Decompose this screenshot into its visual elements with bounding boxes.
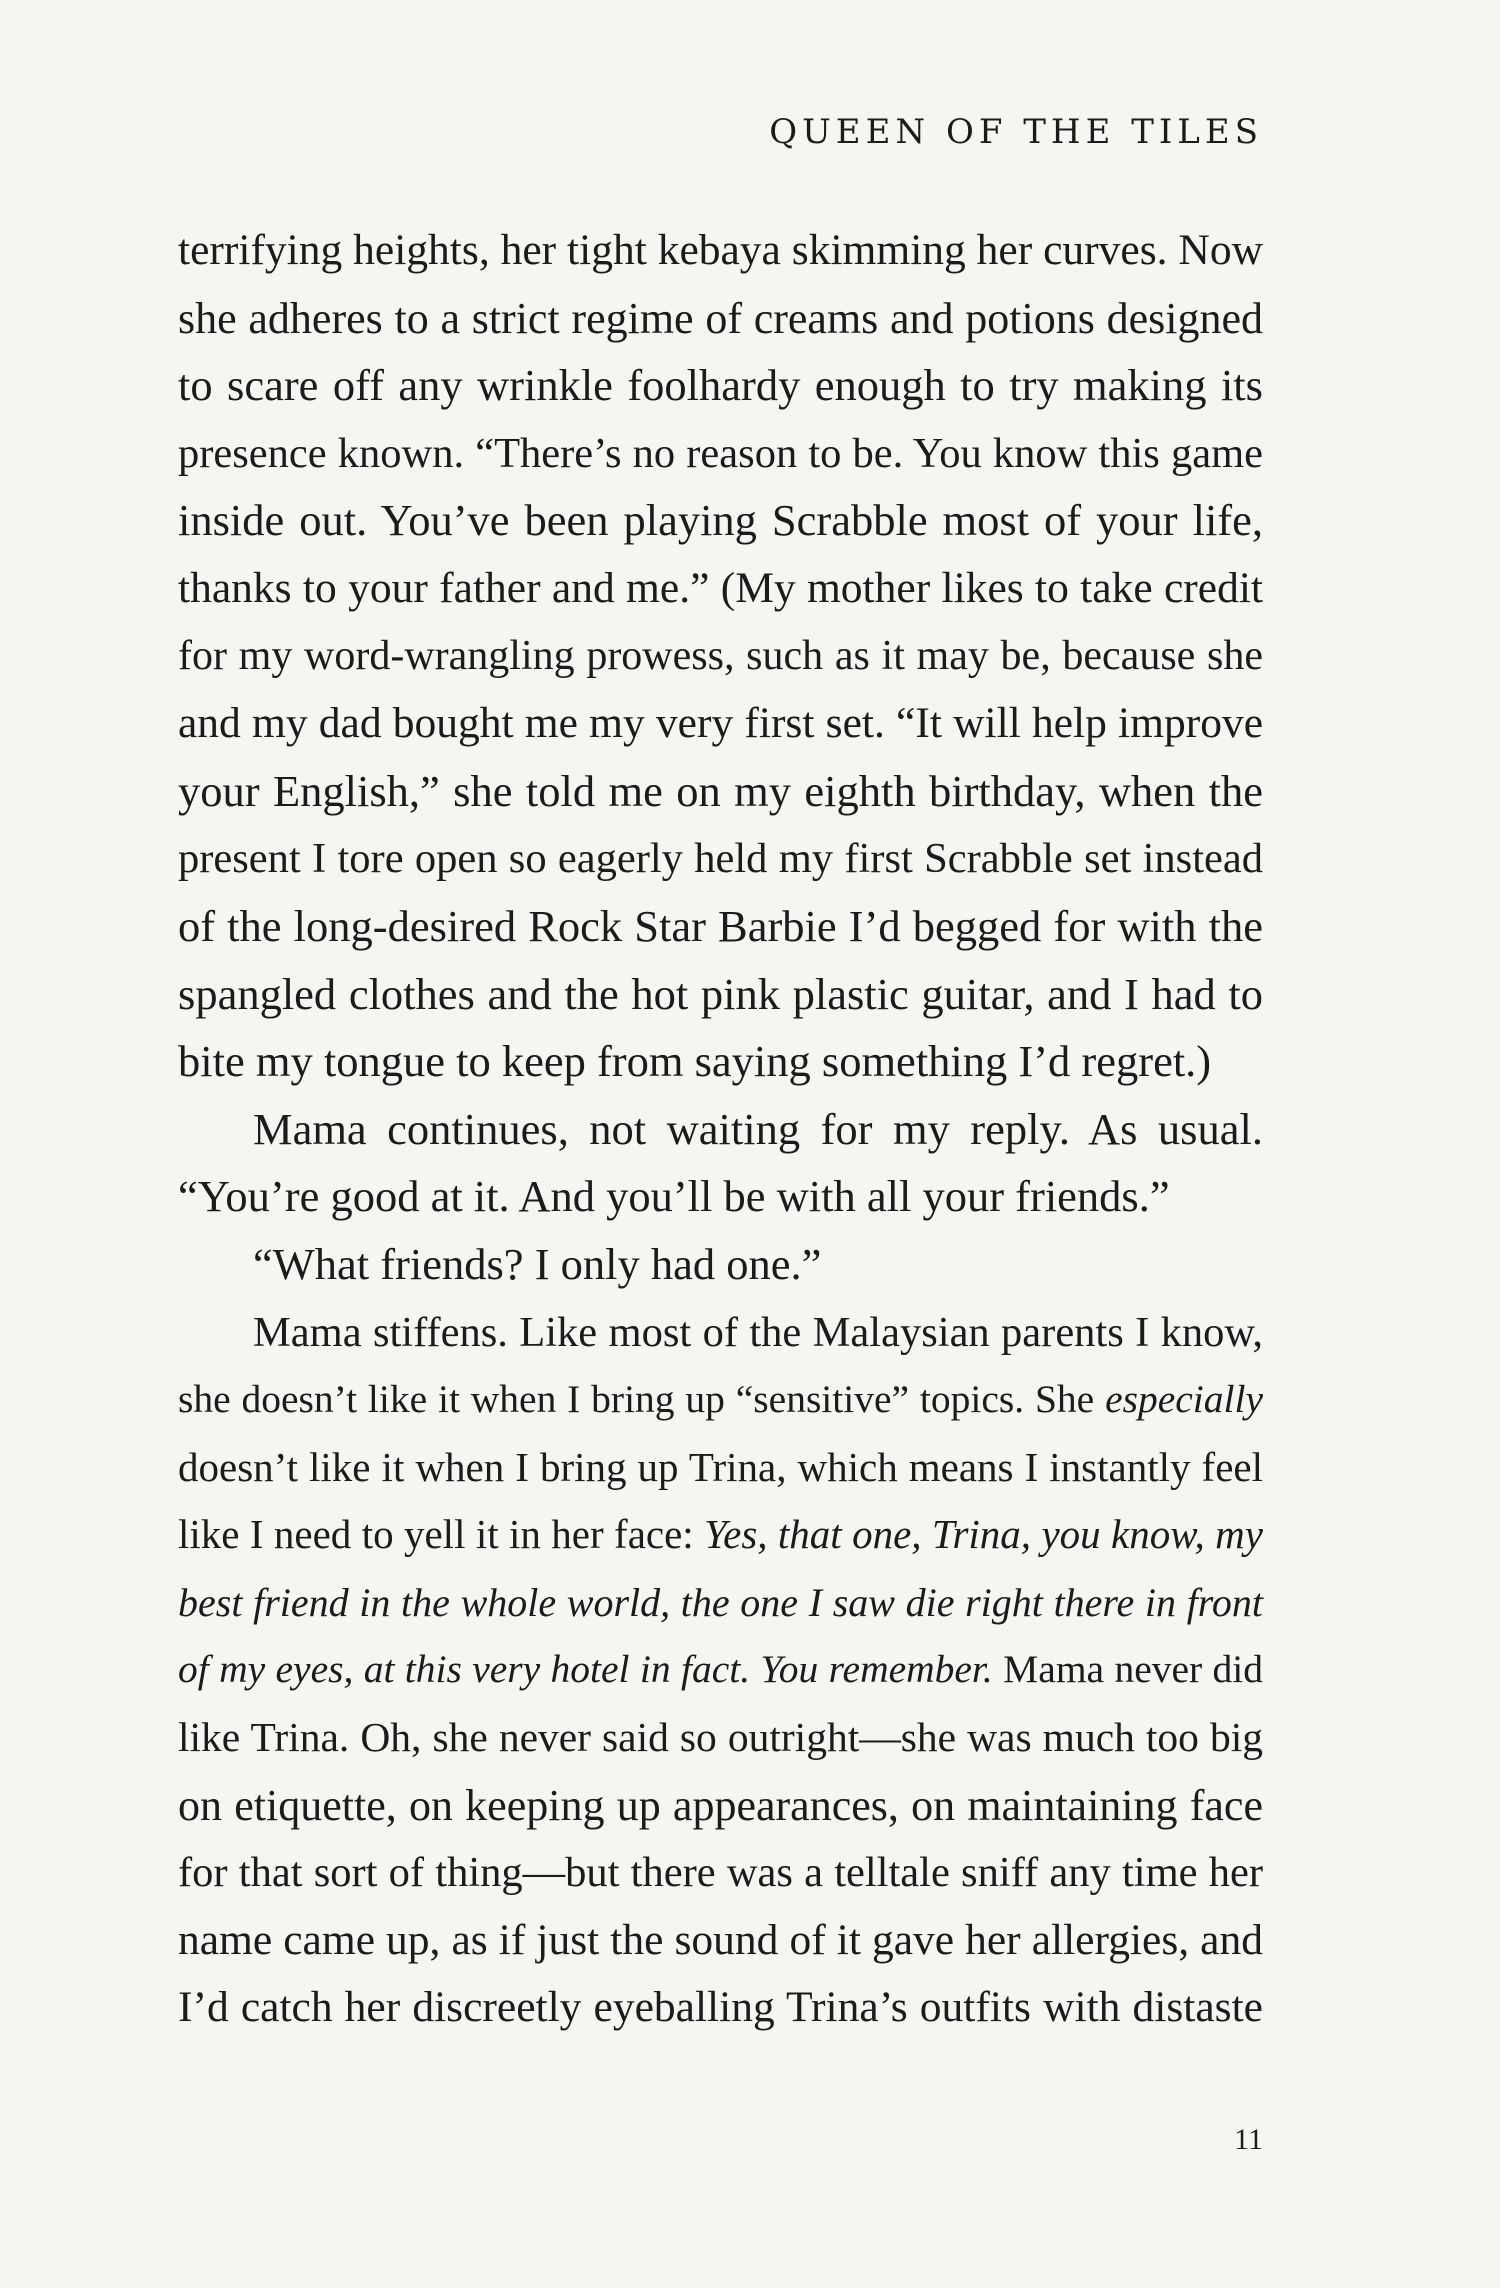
text-line: inside out. You’ve been playing Scrabble most of your life, [178,495,1263,546]
text-line: “You’re good at it. And you’ll be with all your friends.” [178,1171,1170,1222]
text-line: terrifying heights, her tight kebaya skimming her curves. Now [178,226,1263,274]
text-line: Mama stiffens. Like most of the Malaysian parents I know, [253,1308,1263,1356]
text-line [178,1366,1263,1434]
text-line: present I tore open so eagerly held my first Scrabble set instead [178,835,1263,883]
text-run: Mama never did [992,1647,1263,1692]
text-line: on etiquette, on keeping up appearances, on maintaining face [178,1780,1263,1830]
page-number: 11 [1234,2123,1263,2156]
text-line: spangled clothes and the hot pink plastic guitar, and I had to [178,968,1263,1019]
text-line: to scare off any wrinkle foolhardy enough to try making its [178,360,1263,411]
text-run: she doesn’t like it when I bring up “sensitive” topics. She [178,1377,1106,1422]
text-line: of the long-desired Rock Star Barbie I’d begged for with the [178,900,1263,951]
text-line: name came up, as if just the sound of it gave her allergies, and [178,1915,1263,1964]
body-text [178,217,1263,2042]
text-line: for that sort of thing—but there was a telltale sniff any time her [178,1849,1263,1897]
text-line: I’d catch her discreetly eyeballing Trina’s outfits with distaste [178,1983,1263,2032]
running-head: QUEEN OF THE TILES [769,112,1263,152]
text-line [178,1569,1263,1637]
text-run: like I need to yell it in her face: [178,1511,705,1558]
text-line: like Trina. Oh, she never said so outright—she was much too big [178,1714,1263,1761]
italic-text-run: best friend in the whole world, the one I saw die right there in front [178,1579,1263,1625]
text-line: “What friends? I only had one.” [253,1238,822,1289]
text-line: Mama continues, not waiting for my reply. As usual. [253,1103,1263,1154]
text-line: your English,” she told me on my eighth birthday, when the [178,765,1263,816]
italic-text-run: Yes, that one, Trina, you know, my [704,1511,1263,1558]
text-line: bite my tongue to keep from saying something I’d regret.) [178,1036,1212,1087]
text-line: thanks to your father and me.” (My mother likes to take credit [178,563,1263,612]
text-line [178,1636,1263,1704]
italic-text-run: especially [1105,1377,1263,1422]
text-line: presence known. “There’s no reason to be. You know this game [178,429,1263,477]
italic-text-run: of my eyes, at this very hotel in fact. You remember. [178,1647,993,1692]
text-line: for my word-wrangling prowess, such as it may be, because she [178,632,1263,679]
text-line: doesn’t like it when I bring up Trina, which means I instantly feel [178,1443,1263,1490]
text-line [178,1501,1263,1569]
text-line: and my dad bought me my very first set. “It will help improve [178,699,1263,748]
text-line: she adheres to a strict regime of creams and potions designed [178,293,1263,343]
